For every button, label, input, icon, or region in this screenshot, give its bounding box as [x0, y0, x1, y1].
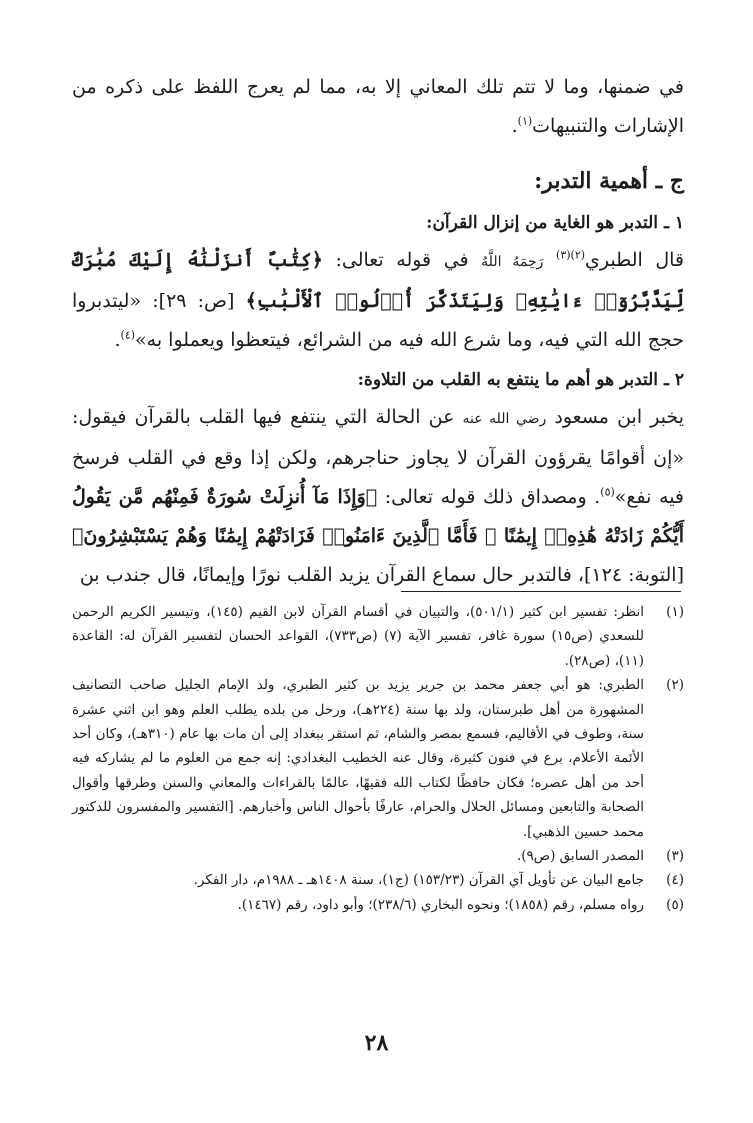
verse-reference-tawbah: [التوبة: ١٢٤] [584, 564, 684, 586]
footnote-item [72, 673, 684, 844]
tabari-quote: «ليتدبروا حجج الله التي فيه، وما شرع الله فيه من الشرائع، فيتعظوا ويعملوا به» [72, 290, 684, 351]
footnote-ref-5[interactable]: (٥) [600, 485, 615, 499]
footnote-ref-4[interactable]: (٤) [120, 328, 136, 342]
footnote-text: المصدر السابق (ص٩). [516, 848, 644, 865]
intro-end: . [511, 115, 518, 137]
footnote-text: الطبري: هو أبي جعفر محمد بن جرير يزيد بن كثير الطبري، ولد الإمام الجليل صاحب التصانيف المشهورة من أهل طبرستان، ولد بها سنة (٢٢٤هـ)، ورحل من بلده يطلب العلم وهو ابن اثني عشرة سنة، وطوف في الأقاليم، فسمع بمصر والشام، ثم استقر ببغداد إلى أن مات بها عام (٣١٠هـ)، وكان أحد الأئمة الأعلام، برع في فنون كثيرة، وقال عنه الخطيب البغدادي: إنه جمع من العلوم ما لم يشاركه فيه أحد من أهل عصره؛ فكان حافظًا لكتاب الله فقيهًا، عالمًا بالقراءات والمعاني والسنن وطرقها وأقوال الصحابة والتابعين ومسائل الحلال والحرام، عارفًا بأحوال الناس وأخبارهم. [التفسير والمفسرون للدكتور محمد حسين الذهبي]. [72, 677, 644, 840]
footnote-number: (٣) [666, 848, 684, 865]
footnote-item [72, 893, 684, 917]
footnote-number: (١) [666, 604, 684, 620]
point2-text-c: . ومصداق ذلك قوله تعالى: [377, 486, 601, 508]
point2-text-d: ، فالتدبر حال سماع القرآن يزيد القلب نورًا وإيمانًا، قال جندب بن [79, 564, 584, 586]
footnote-item [72, 600, 684, 673]
page-number: ٢٨ [364, 1030, 389, 1056]
quran-verse-sad: ﴿كِتَٰبٌ أَنزَلْنَٰهُ إِلَيْكَ مُبَٰرَكٌ لِّيَدَّبَّرُوٓا۟ ءَايَٰتِهِۦ وَلِيَتَذَكَّرَ أُو۟لُوا۟ ٱلْأَلْبَٰبِ﴾ [72, 249, 684, 312]
footnote-text: رواه مسلم، رقم (١٨٥٨)؛ ونحوه البخاري (٢٣٨/٦)؛ وأبو داود، رقم (١٤٦٧). [237, 896, 644, 913]
footnotes [72, 600, 684, 917]
quran-verse-tawbah: ﴿وَإِذَا مَآ أُنزِلَتْ سُورَةٌ فَمِنْهُم مَّن يَقُولُ أَيُّكُمْ زَادَتْهُ هَٰذِهِۦٓ إِيمَٰنًا ۚ فَأَمَّا ٱلَّذِينَ ءَامَنُوا۟ فَزَادَتْهُمْ إِيمَٰنًا وَهُمْ يَسْتَبْشِرُونَ﴾ [72, 486, 684, 547]
point2-paragraph [72, 398, 684, 595]
page-body [72, 68, 684, 595]
footnote-ref-2-3[interactable]: (٢)(٣) [556, 248, 586, 262]
point1-heading: ١ ـ التدبر هو الغاية من إنزال القرآن: [426, 213, 684, 233]
footnote-number: (٢) [666, 677, 684, 694]
verse-reference-sad: [ص: ٢٩]: [141, 290, 246, 312]
point1-text-b: في قوله تعالى: [322, 249, 482, 271]
intro-text: في ضمنها، وما لا تتم تلك المعاني إلا به، مما لم يعرج اللفظ على ذكره من الإشارات والتنبيهات [72, 76, 684, 137]
honorific-glyph-2: رضي الله عنه [462, 411, 547, 427]
footnote-number: (٤) [666, 872, 684, 889]
point1-text-a: قال الطبري [585, 249, 685, 271]
point2-heading: ٢ ـ التدبر هو أهم ما ينتفع به القلب من التلاوة: [357, 370, 684, 390]
footnote-number: (٥) [666, 896, 684, 913]
point2-text-b: عن الحالة التي ينتفع فيها القلب بالقرآن فيقول: «إن أقوامًا يقرؤون القرآن لا يجاوز حناجرهم، ولكن إذا وقع في القلب فرسخ فيه نفع» [72, 406, 685, 508]
footnote-text: جامع البيان عن تأويل آي القرآن (١٥٣/٢٣) (ج١)، سنة ١٤٠٨هـ ـ ١٩٨٨م، دار الفكر. [193, 872, 644, 889]
section-title: ج ـ أهمية التدبر: [534, 168, 684, 194]
footnote-text: انظر: تفسير ابن كثير (٥٠١/١)، والتبيان في أقسام القرآن لابن القيم (١٤٥)، وتيسير الكريم الرحمن للسعدي (ص١٥) سورة غافر، تفسير الآية (٧) (ص٧٣٣)، القواعد الحسان لتفسير القرآن له: القاعدة (١١)، (ص٢٨). [72, 604, 644, 669]
honorific-glyph: رَحِمَهُ اللَّهُ [481, 254, 544, 270]
point1-paragraph [72, 241, 684, 360]
footnote-ref-1[interactable]: (١) [517, 114, 533, 128]
point2-text-a: يخبر ابن مسعود [546, 406, 684, 428]
footnote-item [72, 868, 684, 892]
footnote-divider [401, 591, 681, 592]
point1-end: . [114, 329, 121, 351]
intro-paragraph [72, 68, 684, 146]
footnote-item [72, 844, 684, 868]
